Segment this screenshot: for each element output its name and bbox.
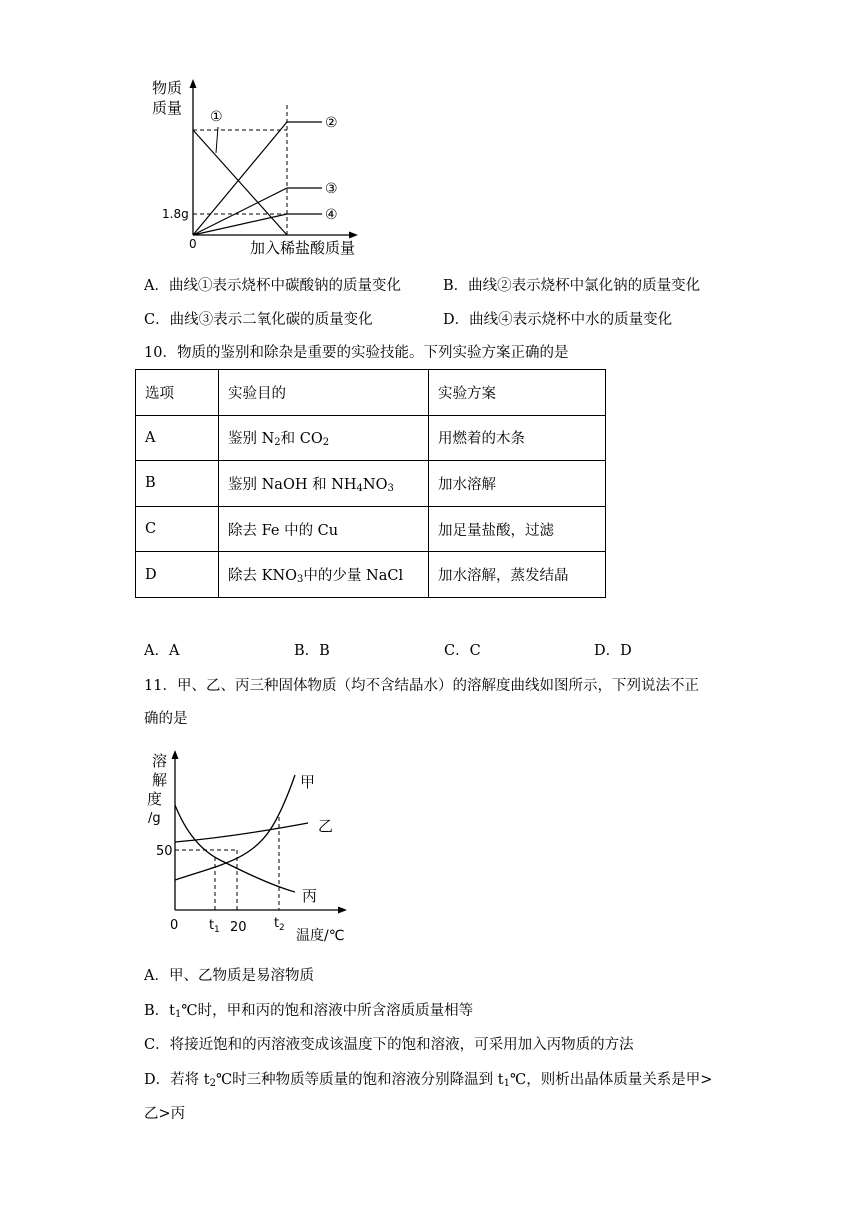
curve-label-4: ④ <box>325 207 338 223</box>
answer-b: B．B <box>294 643 330 659</box>
q11-option-d-cont: 乙>丙 <box>144 1106 186 1122</box>
option-a: A．曲线①表示烧杯中碳酸钠的质量变化 <box>144 278 401 294</box>
table-row <box>136 461 606 507</box>
x-tick-t1: t <box>209 918 215 933</box>
q11-option-c: C．将接近饱和的丙溶液变成该温度下的饱和溶液，可采用加入丙物质的方法 <box>144 1037 634 1053</box>
question-11-cont: 确的是 <box>144 711 188 727</box>
table-row <box>136 415 606 461</box>
y-axis-label: 溶 <box>152 752 168 770</box>
plan-cell: 加足量盐酸，过滤 <box>429 506 606 552</box>
answer-a: A．A <box>144 643 180 659</box>
header-cell: 选项 <box>136 370 219 416</box>
y-axis-label: 解 <box>152 771 168 789</box>
table-row <box>136 506 606 552</box>
purpose-cell: 鉴别 NaOH 和 $NH_4NO_3$ <box>219 461 429 507</box>
q11-option-a: A．甲、乙物质是易溶物质 <box>144 968 314 984</box>
q11-option-b: B．$t_1℃$时，甲和丙的饱和溶液中所含溶质质量相等 <box>144 1003 474 1020</box>
curve-label-1: ① <box>210 109 223 125</box>
question-10: 10．物质的鉴别和除杂是重要的实验技能。下列实验方案正确的是 <box>144 345 569 361</box>
option-cell: D <box>136 552 219 598</box>
header-cell: 实验方案 <box>429 370 606 416</box>
x-tick-t2: t <box>274 916 280 931</box>
solubility-figure <box>140 745 360 950</box>
origin-label: 0 <box>170 918 179 933</box>
plan-cell: 加水溶解，蒸发结晶 <box>429 552 606 598</box>
y-axis-label: /g <box>148 811 161 826</box>
curve-label-jia: 甲 <box>300 773 316 791</box>
option-cell: B <box>136 461 219 507</box>
purpose-cell: 鉴别 $N_2$和 $CO_2$ <box>219 415 429 461</box>
purpose-cell: 除去 Fe 中的 Cu <box>219 506 429 552</box>
plan-cell: 加水溶解 <box>429 461 606 507</box>
x-tick-t2-sub: 2 <box>279 923 285 933</box>
option-cell: C <box>136 506 219 552</box>
y-axis-label: 度 <box>147 790 163 808</box>
table-row <box>136 552 606 598</box>
q11-option-d: D．若将 $t_2℃$时三种物质等质量的饱和溶液分别降温到 $t_1℃$，则析出晶体质量关系是甲> <box>144 1072 713 1089</box>
plan-cell: 用燃着的木条 <box>429 415 606 461</box>
y-tick-label: 1.8g <box>162 207 189 221</box>
x-axis-label: 温度/℃ <box>296 928 345 944</box>
table-header-row <box>136 370 606 416</box>
y-tick-label: 50 <box>156 844 173 859</box>
question-11: 11．甲、乙、丙三种固体物质（均不含结晶水）的溶解度曲线如图所示，下列说法不正 <box>144 678 699 694</box>
option-c: C．曲线③表示二氧化碳的质量变化 <box>144 312 373 328</box>
answer-c: C．C <box>444 643 481 659</box>
option-b: B．曲线②表示烧杯中氯化钠的质量变化 <box>443 278 701 294</box>
y-axis-label: 物质 <box>152 79 183 97</box>
x-tick-20: 20 <box>230 920 247 935</box>
curve-label-2: ② <box>325 115 338 131</box>
mass-change-figure <box>150 75 360 265</box>
x-tick-t1-sub: 1 <box>214 925 220 935</box>
origin-label: 0 <box>189 237 197 251</box>
option-d: D．曲线④表示烧杯中水的质量变化 <box>443 312 673 328</box>
header-cell: 实验目的 <box>219 370 429 416</box>
curve-label-yi: 乙 <box>318 817 334 835</box>
option-cell: A <box>136 415 219 461</box>
experiment-table <box>135 369 606 598</box>
answer-d: D．D <box>594 643 632 659</box>
curve-label-3: ③ <box>325 181 338 197</box>
x-axis-label: 加入稀盐酸质量 <box>250 239 356 257</box>
curve-label-bing: 丙 <box>302 887 318 905</box>
y-axis-label: 质量 <box>152 99 183 117</box>
purpose-cell: 除去 $KNO_3$中的少量 NaCl <box>219 552 429 598</box>
